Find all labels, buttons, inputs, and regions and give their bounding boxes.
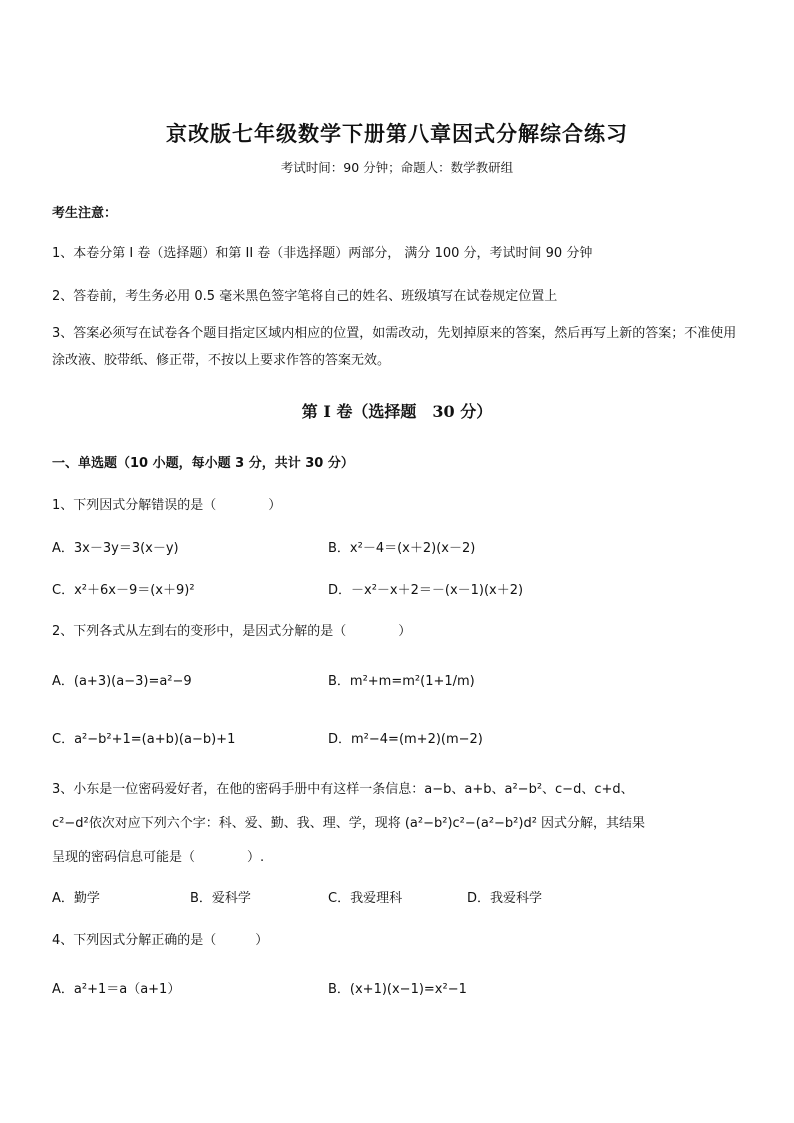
question-1-stem: 1、下列因式分解错误的是（ ） [52,498,282,513]
section-title: 第 I 卷（选择题 30 分） [301,402,493,421]
question-4-option-b: B．(x+1)(x−1)=x²−1 [328,982,467,997]
notice-item-3: 3、答案必须写在试卷各个题目指定区域内相应的位置，如需改动，先划掉原来的答案，然后再写上新的答案；不准使用涂改液、胶带纸、修正带，不按以上要求作答的答案无效。 [52,326,737,368]
question-2-option-c: C．a²−b²+1=(a+b)(a−b)+1 [52,732,236,747]
question-3-stem-line-1: 3、小东是一位密码爱好者，在他的密码手册中有这样一条信息：a−b、a+b、a²−b²、c−d、c+d、 [52,782,634,797]
notice-heading: 考生注意： [52,206,118,221]
question-3-option-d: D．我爱科学 [467,891,543,906]
question-3-stem-line-3: 呈现的密码信息可能是（ ）. [52,850,265,865]
question-3-option-a: A．勤学 [52,891,100,906]
question-1-option-b: B．x²－4＝(x＋2)(x－2) [328,541,476,556]
question-2-option-b: B．m²+m=m²(1+1/m) [328,674,475,689]
notice-item-1: 1、本卷分第 I 卷（选择题）和第 II 卷（非选择题）两部分， 满分 100 分，考试时间 90 分钟 [52,246,593,261]
exam-info: 考试时间：90 分钟；命题人：数学教研组 [280,160,514,175]
question-1-option-d: D．－x²－x＋2＝－(x－1)(x＋2) [328,583,524,598]
question-2-stem: 2、下列各式从左到右的变形中，是因式分解的是（ ） [52,624,412,639]
page-title: 京改版七年级数学下册第八章因式分解综合练习 [166,121,628,146]
notice-item-2: 2、答卷前，考生务必用 0.5 毫米黑色签字笔将自己的姓名、班级填写在试卷规定位置上 [52,289,558,304]
question-1-option-a: A．3x－3y＝3(x－y) [52,541,179,556]
question-4-option-a: A．a²+1＝a（a+1） [52,982,181,997]
part-heading: 一、单选题（10 小题，每小题 3 分，共计 30 分） [52,456,354,471]
question-2-option-a: A．(a+3)(a−3)=a²−9 [52,674,192,689]
question-2-option-d: D．m²−4=(m+2)(m−2) [328,732,483,747]
question-4-stem: 4、下列因式分解正确的是（ ） [52,933,269,948]
question-1-option-c: C．x²＋6x－9＝(x＋9)² [52,583,195,598]
question-3-option-b: B．爱科学 [190,891,251,906]
question-3-option-c: C．我爱理科 [328,891,403,906]
question-3-stem-line-2: c²−d²依次对应下列六个字：科、爱、勤、我、理、学，现将 (a²−b²)c²−(a²−b²)d² 因式分解，其结果 [52,816,646,831]
